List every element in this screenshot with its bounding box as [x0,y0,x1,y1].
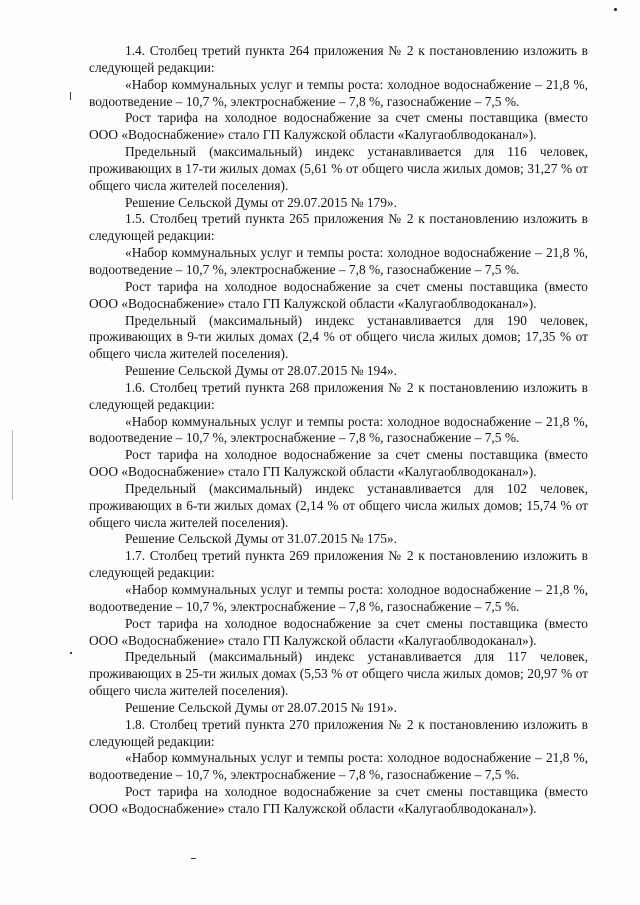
paragraph-1-7-services: «Набор коммунальных услуг и темпы роста: холодное водоснабжение – 21,8 %, водоотведение – 10,7 %, электроснабжение – 7,8 %, газоснабжение – 7,5 %. [89,582,588,614]
scan-speck-top-right [614,8,617,11]
paragraph-1-7-decision: Решение Сельской Думы от 28.07.2015 № 191». [125,699,397,715]
paragraph-1-4-services: «Набор коммунальных услуг и темпы роста: холодное водоснабжение – 21,8 %, водоотведение – 10,7 %, электроснабжение – 7,8 %, газоснабжение – 7,5 %. [89,76,588,109]
paragraph-1-4-decision: Решение Сельской Думы от 29.07.2015 № 179». [125,194,397,210]
paragraph-1-7-heading: 1.7. Столбец третий пункта 269 приложения № 2 к постановлению изложить в следующей редакции: [89,548,588,581]
scan-speck-left-3 [70,652,72,654]
paragraph-1-8-services: «Набор коммунальных услуг и темпы роста: холодное водоснабжение – 21,8 %, водоотведение – 10,7 %, электроснабжение – 7,8 %, газоснабжение – 7,5 %. [89,750,588,783]
document-body [89,43,588,818]
paragraph-1-6-decision: Решение Сельской Думы от 31.07.2015 № 175». [125,531,397,547]
paragraph-1-6-heading: 1.6. Столбец третий пункта 268 приложения № 2 к постановлению изложить в следующей редакции: [89,379,588,412]
paragraph-1-5-tariff: Рост тарифа на холодное водоснабжение за счет смены поставщика (вместо ООО «Водоснабжение» стало ГП Калужской области «Калугаоблводоканал»). [89,278,588,311]
paragraph-1-7-tariff: Рост тарифа на холодное водоснабжение за счет смены поставщика (вместо ООО «Водоснабжение» стало ГП Калужской области «Калугаоблводоканал»). [89,615,588,648]
paragraph-1-5-index: Предельный (максимальный) индекс устанавливается для 190 человек, проживающих в 9-ти жилых домах (2,4 % от общего числа жилых домов; 17,35 % от общего числа жителей поселения). [89,312,588,362]
paragraph-1-7-index: Предельный (максимальный) индекс устанавливается для 117 человек, проживающих в 25-ти жилых домах (5,53 % от общего числа жилых домов; 20,97 % от общего числа жителей поселения). [89,649,588,699]
paragraph-1-8-heading: 1.8. Столбец третий пункта 270 приложения № 2 к постановлению изложить в следующей редакции: [89,716,588,749]
scan-speck-left-2 [12,430,13,500]
paragraph-1-4-tariff: Рост тарифа на холодное водоснабжение за счет смены поставщика (вместо ООО «Водоснабжение» стало ГП Калужской области «Калугаоблводоканал»). [89,110,588,143]
scan-speck-left-1 [70,92,71,100]
paragraph-1-5-services: «Набор коммунальных услуг и темпы роста: холодное водоснабжение – 21,8 %, водоотведение – 10,7 %, электроснабжение – 7,8 %, газоснабжение – 7,5 %. [89,245,588,277]
paragraph-1-4-heading: 1.4. Столбец третий пункта 264 приложения № 2 к постановлению изложить в следующей редакции: [89,43,588,75]
paragraph-1-8-tariff: Рост тарифа на холодное водоснабжение за счет смены поставщика (вместо ООО «Водоснабжение» стало ГП Калужской области «Калугаоблводоканал»). [89,784,588,816]
paragraph-1-6-index: Предельный (максимальный) индекс устанавливается для 102 человек, проживающих в 6-ти жилых домах (2,14 % от общего числа жилых домов; 15,74 % от общего числа жителей поселения). [89,480,588,530]
paragraph-1-6-services: «Набор коммунальных услуг и темпы роста: холодное водоснабжение – 21,8 %, водоотведение – 10,7 %, электроснабжение – 7,8 %, газоснабжение – 7,5 %. [89,413,588,446]
paragraph-1-4-index: Предельный (максимальный) индекс устанавливается для 116 человек, проживающих в 17-ти жилых домах (5,61 % от общего числа жилых домов; 31,27 % от общего числа жителей поселения). [89,144,588,193]
scan-speck-bottom [191,858,196,859]
paragraph-1-6-tariff: Рост тарифа на холодное водоснабжение за счет смены поставщика (вместо ООО «Водоснабжение» стало ГП Калужской области «Калугаоблводоканал»). [89,447,588,480]
paragraph-1-5-decision: Решение Сельской Думы от 28.07.2015 № 194». [125,363,397,379]
paragraph-1-5-heading: 1.5. Столбец третий пункта 265 приложения № 2 к постановлению изложить в следующей редакции: [89,211,588,244]
